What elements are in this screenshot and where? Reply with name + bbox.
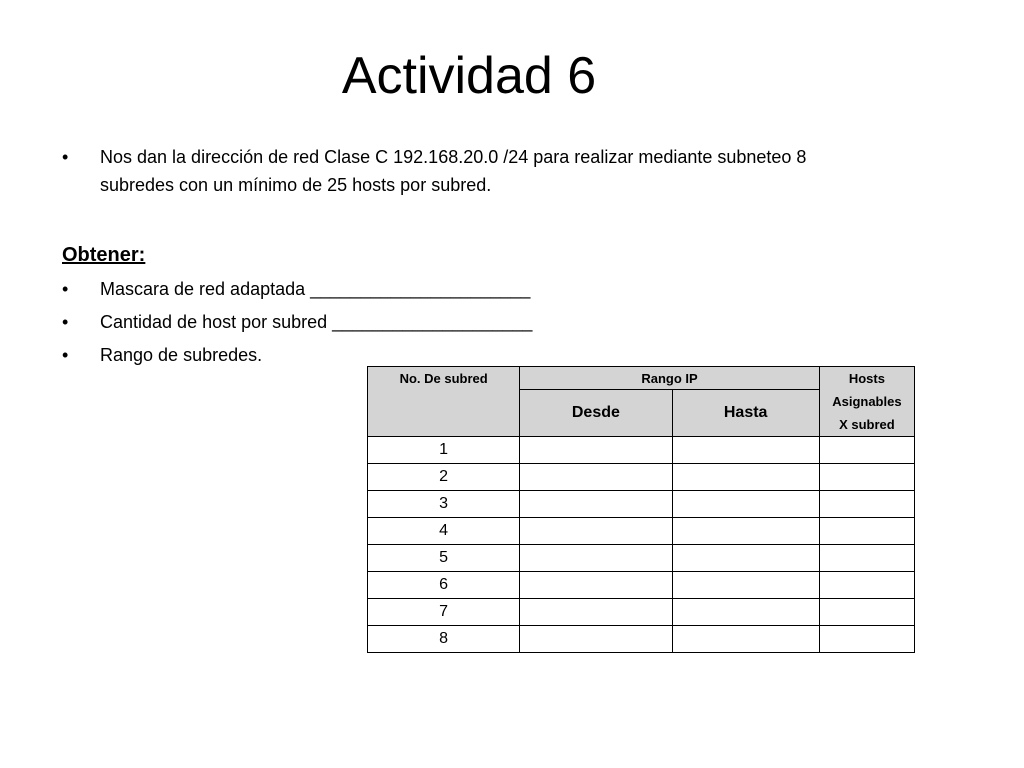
cell-desde [520,626,672,653]
bullet-marker: • [62,147,69,167]
bullet-marker: • [62,345,69,365]
list-item-text: Mascara de red adaptada ______________________ [100,279,531,299]
bullet-marker: • [62,312,69,332]
header-hosts-line: Asignables [832,394,902,409]
cell-hosts [819,599,914,626]
cell-hasta [672,599,819,626]
cell-desde [520,491,672,518]
table-row [368,491,915,518]
cell-hosts [819,437,914,464]
cell-desde [520,545,672,572]
table-row [368,437,915,464]
cell-desde [520,437,672,464]
cell-hosts [819,464,914,491]
cell-no-subred: 2 [368,464,520,491]
list-item-text: Rango de subredes. [100,345,263,365]
header-hosts-asignables [819,367,914,437]
cell-hosts [819,572,914,599]
cell-no-subred: 8 [368,626,520,653]
subnet-table [367,366,915,653]
cell-no-subred: 3 [368,491,520,518]
cell-hosts [819,626,914,653]
header-hosts-line: X subred [839,417,895,432]
cell-hosts [819,545,914,572]
cell-no-subred: 4 [368,518,520,545]
bullet-marker: • [62,279,69,299]
obtener-heading: Obtener: [62,244,146,266]
table-row [368,599,915,626]
cell-hosts [819,491,914,518]
cell-hasta [672,437,819,464]
cell-hosts [819,518,914,545]
cell-desde [520,572,672,599]
slide-title: Actividad 6 [341,47,597,105]
header-hasta: Hasta [672,390,819,437]
intro-text: Nos dan la dirección de red Clase C 192.168.20.0 /24 para realizar mediante subneteo 8 subredes con un mínimo de 25 hosts por subred. [100,147,807,195]
cell-hasta [672,572,819,599]
cell-hasta [672,545,819,572]
header-rango-ip: Rango IP [520,367,820,390]
cell-desde [520,464,672,491]
cell-no-subred: 1 [368,437,520,464]
cell-desde [520,518,672,545]
cell-no-subred: 6 [368,572,520,599]
header-desde: Desde [520,390,672,437]
list-item-text: Cantidad de host por subred ____________________ [100,312,533,332]
table-row [368,518,915,545]
cell-hasta [672,491,819,518]
cell-hasta [672,518,819,545]
header-no-subred: No. De subred [368,367,520,437]
cell-hasta [672,626,819,653]
table-row [368,545,915,572]
table-row [368,464,915,491]
cell-no-subred: 7 [368,599,520,626]
table-row [368,572,915,599]
cell-no-subred: 5 [368,545,520,572]
cell-desde [520,599,672,626]
header-hosts-line: Hosts [848,371,885,386]
table-row [368,626,915,653]
cell-hasta [672,464,819,491]
